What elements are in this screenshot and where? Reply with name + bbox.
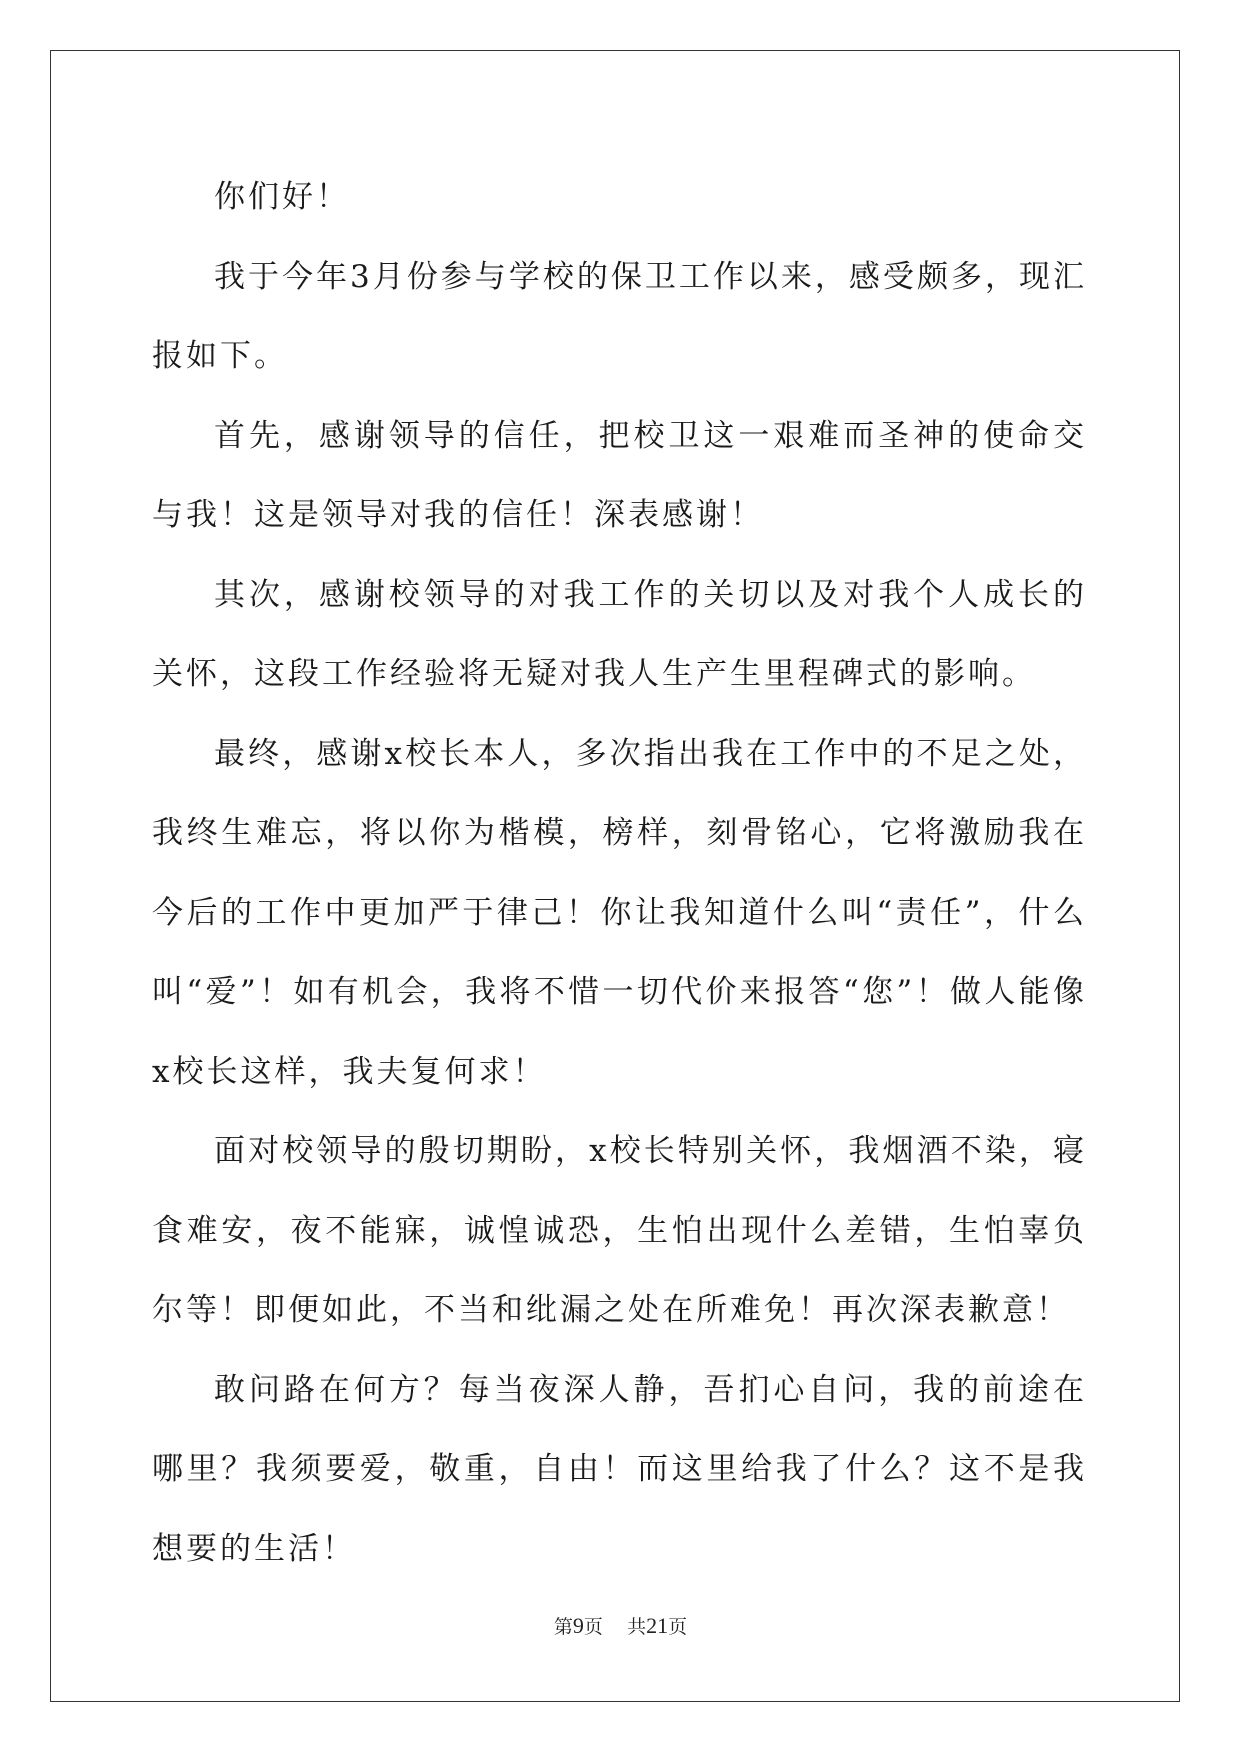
page-number: 9 xyxy=(572,1613,584,1638)
paragraph: 首先，感谢领导的信任，把校卫这一艰难而圣神的使命交与我！这是领导对我的信任！深表感谢！ xyxy=(152,417,1087,533)
paragraph: 其次，感谢校领导的对我工作的关切以及对我个人成长的关怀，这段工作经验将无疑对我人生产生里程碑式的影响。 xyxy=(152,576,1087,692)
paragraph: 我于今年3月份参与学校的保卫工作以来，感受颇多，现汇报如下。 xyxy=(152,258,1087,374)
footer-total-prefix: 共 xyxy=(627,1616,647,1638)
paragraph: 最终，感谢x校长本人，多次指出我在工作中的不足之处，我终生难忘，将以你为楷模，榜样，刻骨铭心，它将激励我在今后的工作中更加严于律己！你让我知道什么叫“责任”，什么叫“爱”！如有机会，我将不惜一切代价来报答“您”！做人能像x校长这样，我夫复何求！ xyxy=(152,735,1087,1090)
footer-total-suffix: 页 xyxy=(668,1616,688,1638)
footer-prefix: 第 xyxy=(553,1616,573,1638)
document-body xyxy=(152,158,1087,1589)
paragraph: 你们好！ xyxy=(214,179,350,215)
page-footer xyxy=(0,1612,1241,1639)
paragraph: 敢问路在何方？每当夜深人静，吾扪心自问，我的前途在哪里？我须要爱，敬重，自由！而这里给我了什么？这不是我想要的生活！ xyxy=(152,1371,1087,1567)
paragraph: 面对校领导的殷切期盼，x校长特别关怀，我烟酒不染，寝食难安，夜不能寐，诚惶诚恐，生怕出现什么差错，生怕辜负尔等！即便如此，不当和纰漏之处在所难免！再次深表歉意！ xyxy=(152,1133,1087,1328)
footer-page-suffix: 页 xyxy=(583,1616,603,1638)
total-pages: 21 xyxy=(646,1613,669,1638)
